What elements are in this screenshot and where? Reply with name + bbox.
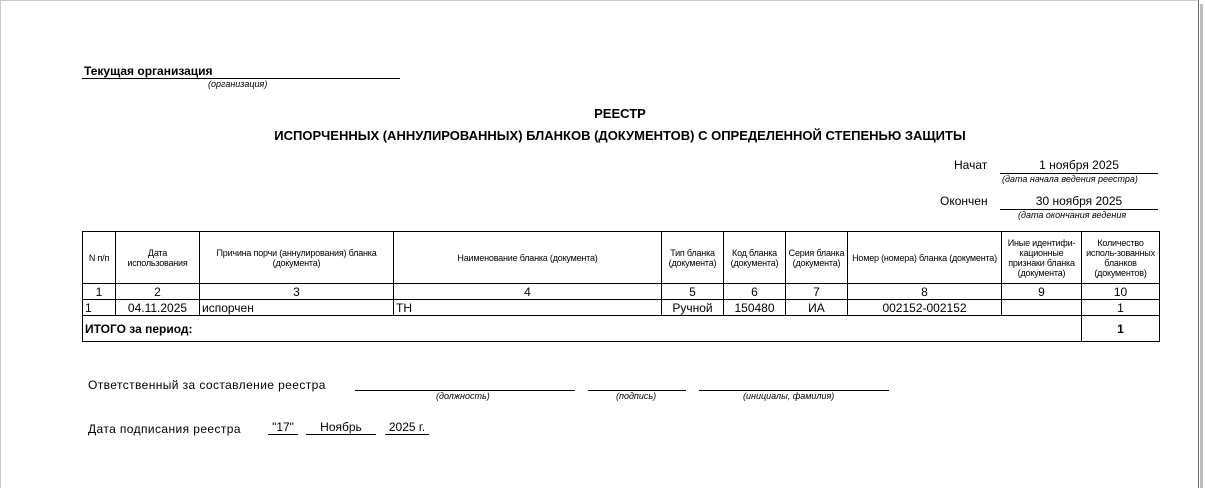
cell-count: 1 xyxy=(1082,300,1160,316)
total-row xyxy=(83,316,1160,342)
report-title: РЕЕСТР xyxy=(594,106,646,121)
cell-other xyxy=(1002,300,1082,316)
column-number: 6 xyxy=(724,284,786,300)
start-date-caption: (дата начала ведения реестра) xyxy=(1002,174,1138,184)
column-number: 7 xyxy=(786,284,848,300)
register-table xyxy=(82,231,1160,342)
column-number-row xyxy=(83,284,1160,300)
total-label: ИТОГО за период: xyxy=(83,316,1082,342)
organization-caption: (организация) xyxy=(208,79,268,89)
header-reason: Причина порчи (аннулирования) бланка (документа) xyxy=(200,232,394,284)
table-header-row xyxy=(83,232,1160,284)
table-row xyxy=(83,300,1160,316)
cell-date: 04.11.2025 xyxy=(116,300,200,316)
signing-date-label: Дата подписания реестра xyxy=(88,422,241,436)
signature-caption: (подпись) xyxy=(616,391,657,401)
signing-month-underline xyxy=(306,434,376,435)
signing-month: Ноябрь xyxy=(320,420,362,434)
end-label: Окончен xyxy=(940,194,988,208)
column-number: 4 xyxy=(394,284,662,300)
header-name: Наименование бланка (документа) xyxy=(394,232,662,284)
header-other: Иные идентифи-кационные признаки бланка (документа) xyxy=(1002,232,1082,284)
cell-type: Ручной xyxy=(662,300,724,316)
end-date-caption: (дата окончания ведения xyxy=(1018,210,1127,220)
signing-year-underline xyxy=(385,434,429,435)
cell-series: ИА xyxy=(786,300,848,316)
column-number: 1 xyxy=(83,284,116,300)
header-type: Тип бланка (документа) xyxy=(662,232,724,284)
column-number: 10 xyxy=(1082,284,1160,300)
signing-year: 2025 г. xyxy=(388,420,426,434)
header-n: N п/п xyxy=(83,232,116,284)
start-date-value: 1 ноября 2025 xyxy=(1039,158,1119,172)
column-number: 3 xyxy=(200,284,394,300)
cell-name: ТН xyxy=(394,300,662,316)
header-numbers: Номер (номера) бланка (документа) xyxy=(848,232,1002,284)
signing-day: "17" xyxy=(272,420,294,434)
start-label: Начат xyxy=(954,158,988,172)
column-number: 5 xyxy=(662,284,724,300)
cell-reason: испорчен xyxy=(200,300,394,316)
cell-numbers: 002152-002152 xyxy=(848,300,1002,316)
header-count: Количество исполь-зованных бланков (документов) xyxy=(1082,232,1160,284)
sheet-shadow xyxy=(1200,4,1203,488)
organization-label: Текущая организация xyxy=(84,64,213,78)
total-value: 1 xyxy=(1082,316,1160,342)
responsible-label: Ответственный за составление реестра xyxy=(88,378,326,392)
cell-n: 1 xyxy=(83,300,116,316)
position-caption: (должность) xyxy=(436,391,490,401)
end-date-value: 30 ноября 2025 xyxy=(1035,194,1123,208)
header-date: Дата использования xyxy=(116,232,200,284)
header-code: Код бланка (документа) xyxy=(724,232,786,284)
name-caption: (инициалы, фамилия) xyxy=(743,391,835,401)
signing-day-underline xyxy=(268,434,298,435)
header-series: Серия бланка (документа) xyxy=(786,232,848,284)
cell-code: 150480 xyxy=(724,300,786,316)
column-number: 2 xyxy=(116,284,200,300)
report-subtitle: ИСПОРЧЕННЫХ (АННУЛИРОВАННЫХ) БЛАНКОВ (ДОКУМЕНТОВ) С ОПРЕДЕЛЕННОЙ СТЕПЕНЬЮ ЗАЩИТЫ xyxy=(274,128,966,143)
column-number: 8 xyxy=(848,284,1002,300)
column-number: 9 xyxy=(1002,284,1082,300)
